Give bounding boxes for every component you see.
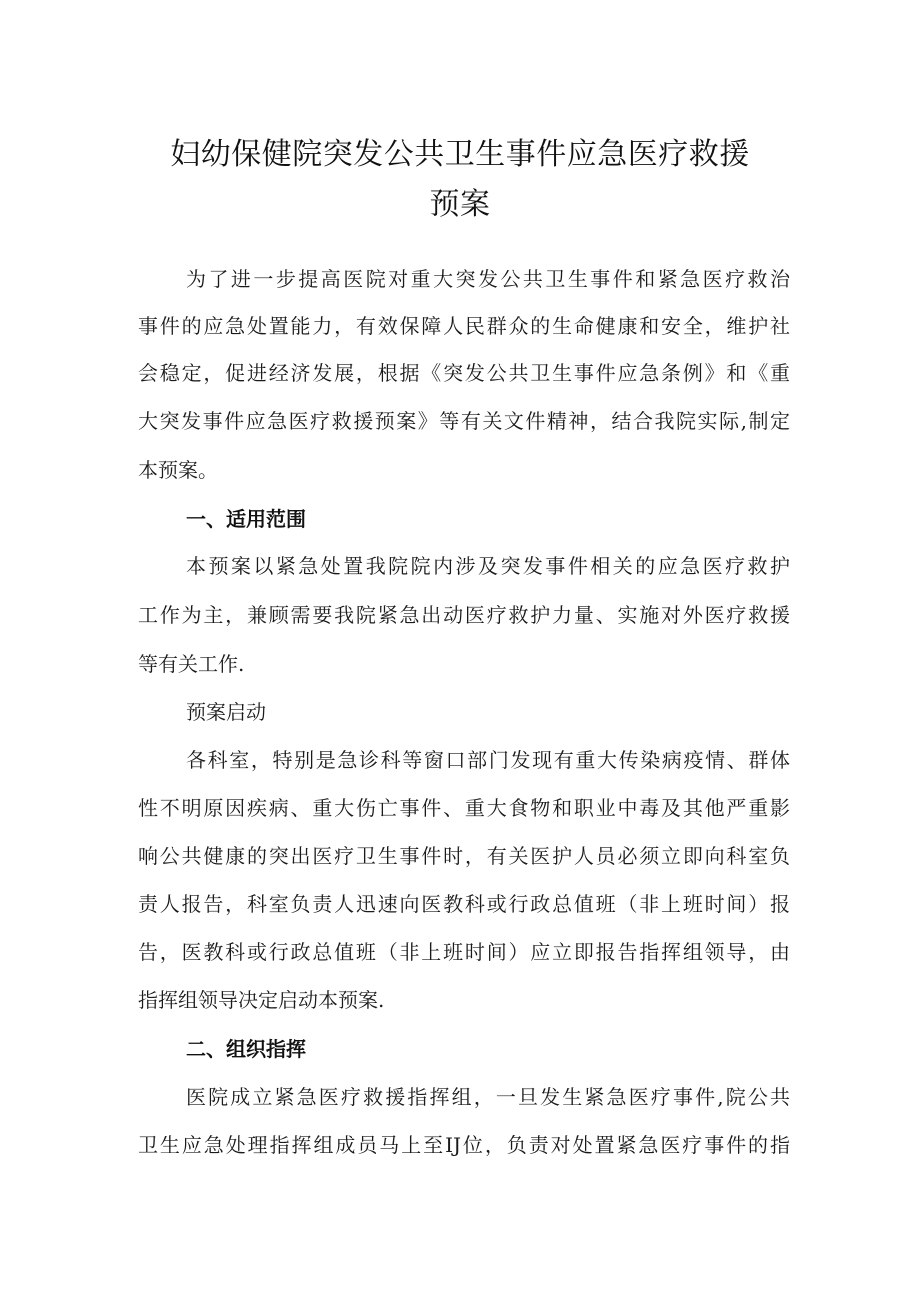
paragraph-line: 性不明原因疾病、重大伤亡事件、重大食物和职业中毒及其他严重影 [138,796,790,820]
section-heading-scope: 一、适用范围 [186,507,306,531]
paragraph-line: 响公共健康的突出医疗卫生事件时，有关医护人员必须立即向科室负 [138,844,790,868]
paragraph-line: 医院成立紧急医疗救援指挥组，一旦发生紧急医疗事件,院公共 [186,1085,790,1109]
paragraph-line: 本预案。 [138,458,218,482]
paragraph-line: 指挥组领导决定启动本预案. [138,988,385,1012]
subheading-plan-activation: 预案启动 [186,700,266,724]
document-title: 妇幼保健院突发公共卫生事件应急医疗救援 [170,137,750,172]
paragraph-line: 会稳定，促进经济发展，根据《突发公共卫生事件应急条例》和《重 [138,361,790,385]
section-heading-command: 二、组织指挥 [186,1037,306,1061]
paragraph-line: 卫生应急处理指挥组成员马上至IJ位，负责对处置紧急医疗事件的指 [138,1133,790,1157]
document-title-continued: 预案 [429,187,491,222]
paragraph-line: 各科室，特别是急诊科等窗口部门发现有重大传染病疫情、群体 [186,748,790,772]
paragraph-line: 本预案以紧急处置我院院内涉及突发事件相关的应急医疗救护 [186,554,790,578]
paragraph-line: 工作为主，兼顾需要我院紧急出动医疗救护力量、实施对外医疗救援 [138,603,790,627]
paragraph-line: 等有关工作. [138,652,245,676]
paragraph-line: 大突发事件应急医疗救援预案》等有关文件精神，结合我院实际,制定 [138,409,790,433]
paragraph-line: 事件的应急处置能力，有效保障人民群众的生命健康和安全，维护社 [138,314,790,338]
paragraph-line: 为了进一步提高医院对重大突发公共卫生事件和紧急医疗救治 [186,267,790,291]
paragraph-line: 责人报告，科室负责人迅速向医教科或行政总值班（非上班时间）报 [138,892,790,916]
paragraph-line: 告，医教科或行政总值班（非上班时间）应立即报告指挥组领导，由 [138,940,790,964]
